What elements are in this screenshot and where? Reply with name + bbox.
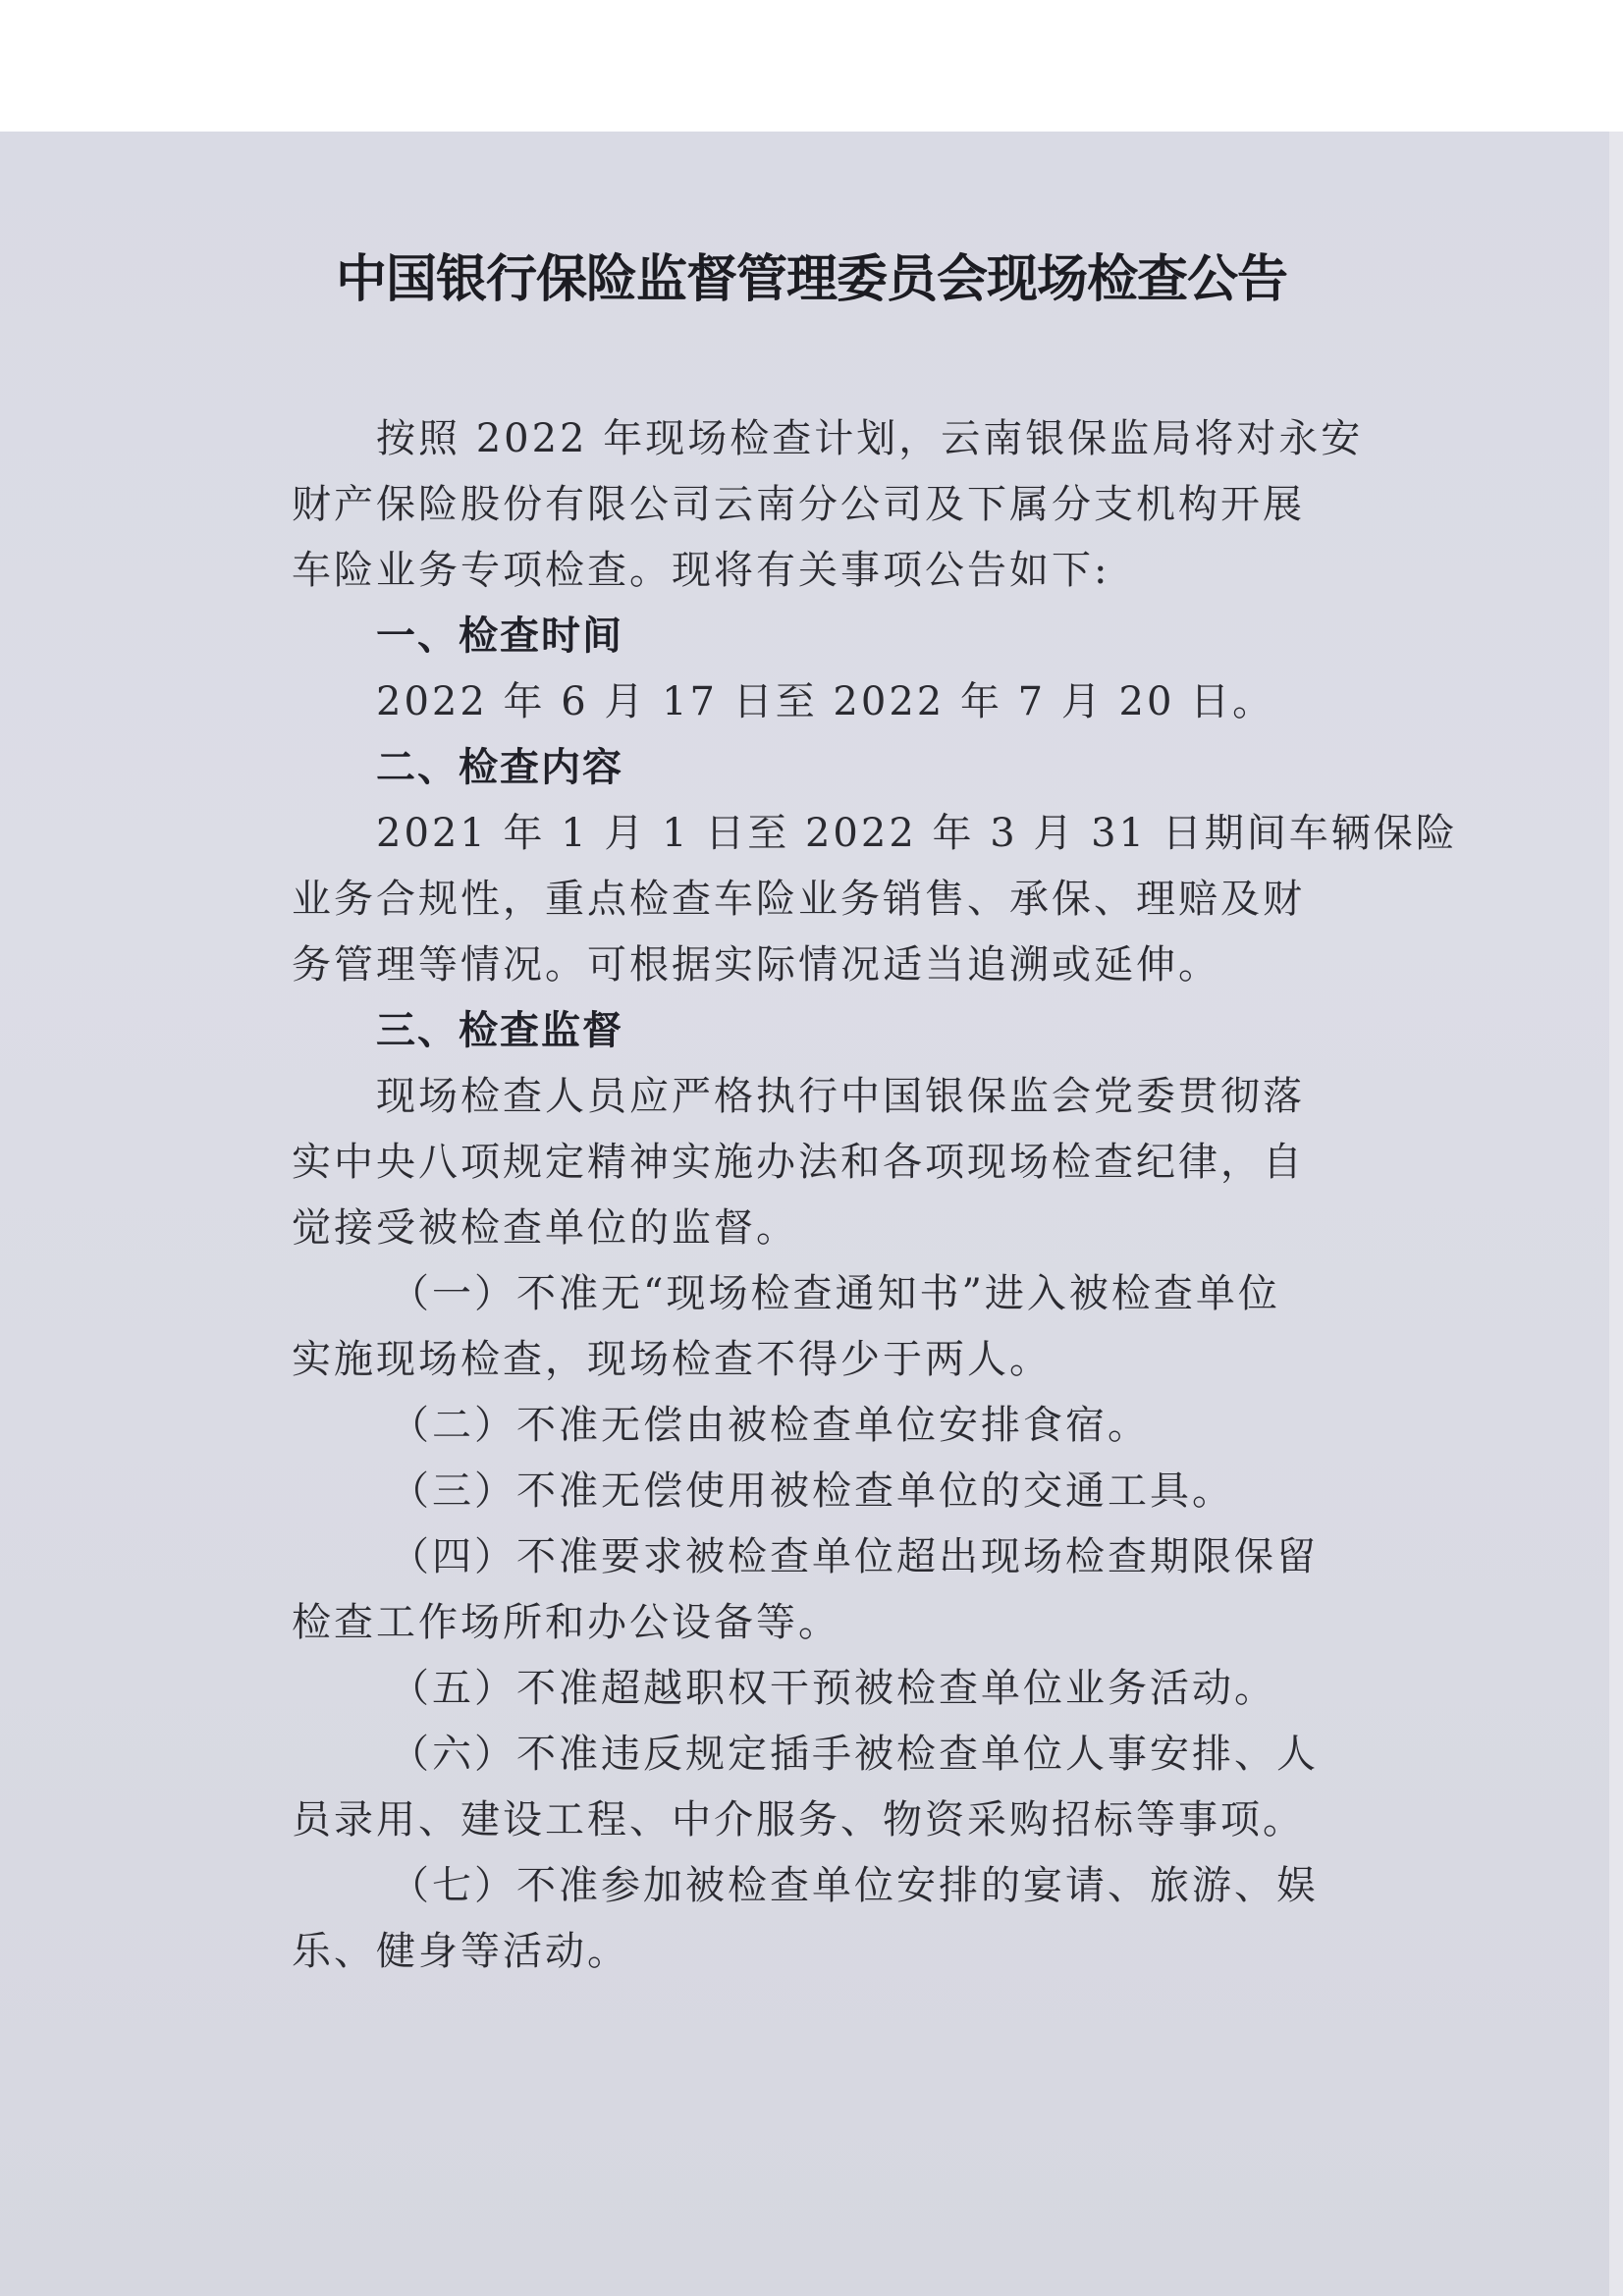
paragraph-line: 业务合规性，重点检查车险业务销售、承保、理赔及财 (292, 877, 1305, 922)
paragraph-line: 车险业务专项检查。现将有关事项公告如下: (292, 548, 1110, 593)
rule-item: （五）不准超越职权干预被检查单位业务活动。 (390, 1666, 1276, 1711)
rule-item: （二）不准无偿由被检查单位安排食宿。 (390, 1403, 1150, 1448)
section-heading-supervision: 三、检查监督 (376, 1008, 623, 1053)
paragraph-line: 2021 年 1 月 1 日至 2022 年 3 月 31 日期间车辆保险 (376, 811, 1458, 856)
rule-item: （三）不准无偿使用被检查单位的交通工具。 (390, 1468, 1234, 1514)
rule-item: （六）不准违反规定插手被检查单位人事安排、人 (390, 1732, 1319, 1777)
paragraph-line: 检查工作场所和办公设备等。 (292, 1600, 840, 1645)
paragraph-line: 实施现场检查，现场检查不得少于两人。 (292, 1337, 1052, 1382)
paragraph-line: 乐、健身等活动。 (292, 1929, 629, 1974)
rule-item: （七）不准参加被检查单位安排的宴请、旅游、娱 (390, 1863, 1319, 1908)
paragraph-line: 务管理等情况。可根据实际情况适当追溯或延伸。 (292, 942, 1220, 988)
paragraph-line: 财产保险股份有限公司云南分公司及下属分支机构开展 (292, 482, 1305, 527)
paragraph-line: 按照 2022 年现场检查计划，云南银保监局将对永安 (376, 416, 1364, 461)
rule-item: （一）不准无“现场检查通知书”进入被检查单位 (390, 1271, 1280, 1316)
paragraph-line: 员录用、建设工程、中介服务、物资采购招标等事项。 (292, 1797, 1305, 1842)
document-body (292, 406, 1458, 1985)
paragraph-line: 2022 年 6 月 17 日至 2022 年 7 月 20 日。 (376, 679, 1275, 724)
section-heading-content: 二、检查内容 (376, 745, 623, 790)
paragraph-line: 实中央八项规定精神实施办法和各项现场检查纪律，自 (292, 1140, 1305, 1185)
paragraph-line: 觉接受被检查单位的监督。 (292, 1205, 798, 1251)
section-heading-time: 一、检查时间 (376, 614, 623, 659)
document-title: 中国银行保险监督管理委员会现场检查公告 (335, 249, 1287, 309)
rule-item: （四）不准要求被检查单位超出现场检查期限保留 (390, 1534, 1319, 1579)
document-page (0, 132, 1623, 2296)
paragraph-line: 现场检查人员应严格执行中国银保监会党委贯彻落 (376, 1074, 1305, 1119)
